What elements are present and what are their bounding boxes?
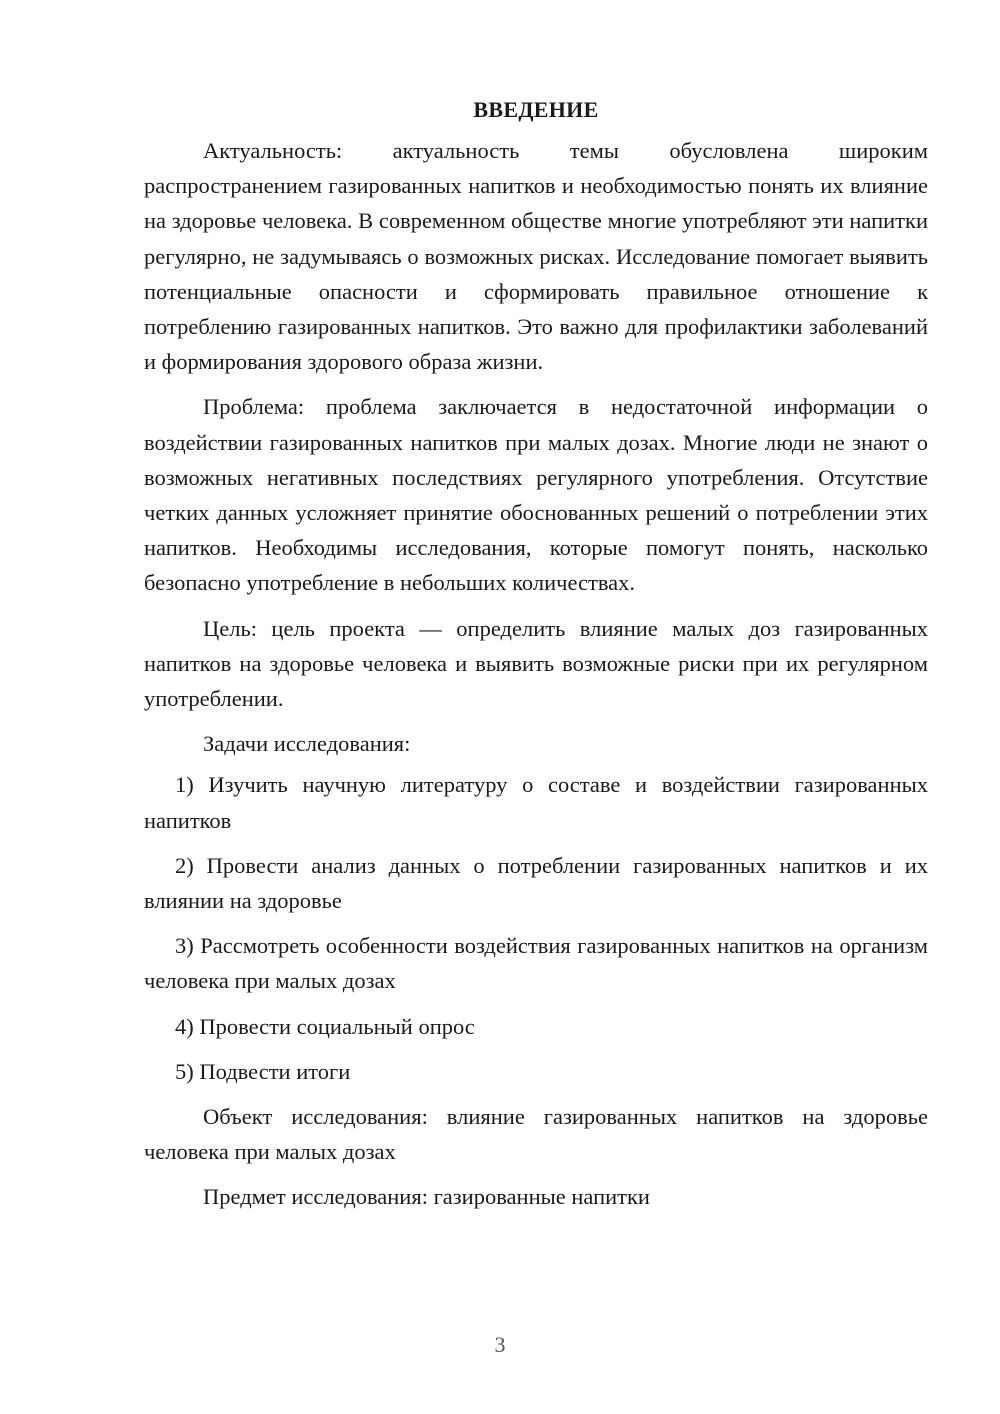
tasks-heading: Задачи исследования: — [203, 731, 411, 757]
subject-paragraph: Предмет исследования: газированные напитки — [203, 1184, 650, 1210]
task-item: 1) Изучить научную литературу о составе и воздействии газированных напитков — [144, 772, 928, 833]
task-item: 2) Провести анализ данных о потреблении газированных напитков и их влиянии на здоровье — [144, 852, 928, 914]
problem-paragraph: Проблема: проблема заключается в недостаточной информации о воздействии газированных напитков при малых дозах. Многие люди не знают о возможных негативных последствиях регулярного употребления. Отсутствие четких данных усложняет принятие обоснованных решений о потреблении этих напитков. Необходимы исследования, которые помогут понять, насколько безопасно употребление в небольших количествах. — [144, 394, 928, 596]
goal-paragraph: Цель: цель проекта — определить влияние малых доз газированных напитков на здоровье человека и выявить возможные риски при их регулярном употреблении. — [144, 615, 928, 712]
object-paragraph: Объект исследования: влияние газированных напитков на здоровье человека при малых дозах — [144, 1104, 928, 1165]
document-page — [144, 92, 928, 1225]
relevance-paragraph: Актуальность: актуальность темы обусловлена широким распространением газированных напитков и необходимостью понять их влияние на здоровье человека. В современном обществе многие употребляют эти напитки регулярно, не задумываясь о возможных рисках. Исследование помогает выявить потенциальные опасности и сформировать правильное отношение к потреблению газированных напитков. Это важно для профилактики заболеваний и формирования здорового образа жизни. — [144, 138, 928, 375]
section-title: ВВЕДЕНИЕ — [473, 97, 599, 122]
task-item: 4) Провести социальный опрос — [175, 1013, 475, 1039]
page-number: 3 — [494, 1332, 506, 1357]
task-item: 3) Рассмотреть особенности воздействия газированных напитков на организм человека при малых дозах — [144, 933, 928, 994]
task-item: 5) Подвести итоги — [175, 1058, 351, 1084]
tasks-list — [144, 767, 928, 1089]
